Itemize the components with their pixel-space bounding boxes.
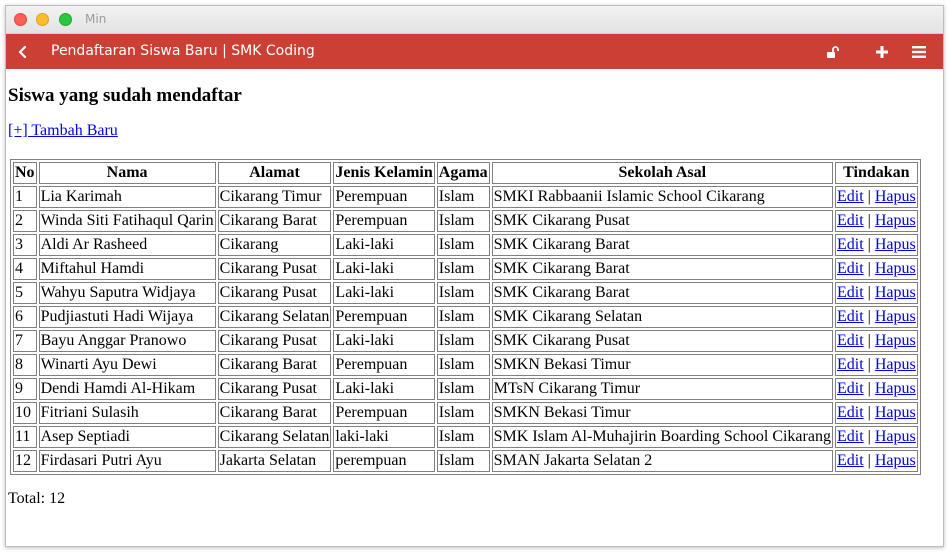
table-row [13, 282, 918, 304]
students-table [10, 159, 921, 475]
cell-agama: Islam [437, 378, 490, 400]
cell-agama: Islam [437, 234, 490, 256]
cell-tindakan [835, 426, 918, 448]
new-tab-button[interactable] [873, 43, 891, 61]
cell-nama: Miftahul Hamdi [39, 258, 216, 280]
cell-jenis-kelamin: Perempuan [333, 354, 434, 376]
cell-nama: Wahyu Saputra Widjaya [39, 282, 216, 304]
cell-alamat: Cikarang [218, 234, 332, 256]
cell-nama: Firdasari Putri Ayu [39, 450, 216, 472]
cell-nama: Dendi Hamdi Al-Hikam [39, 378, 216, 400]
cell-nama: Asep Septiadi [39, 426, 216, 448]
edit-link[interactable]: Edit [836, 428, 864, 445]
cell-sekolah-asal: SMKN Bekasi Timur [492, 402, 833, 424]
cell-agama: Islam [437, 186, 490, 208]
cell-nama: Fitriani Sulasih [39, 402, 216, 424]
cell-sekolah-asal: SMKN Bekasi Timur [492, 354, 833, 376]
cell-no: 3 [13, 234, 37, 256]
delete-link[interactable]: Hapus [874, 236, 916, 253]
cell-sekolah-asal: MTsN Cikarang Timur [492, 378, 833, 400]
cell-sekolah-asal: SMK Islam Al-Muhajirin Boarding School Cikarang [492, 426, 833, 448]
delete-link[interactable]: Hapus [874, 308, 916, 325]
cell-agama: Islam [437, 330, 490, 352]
plus-icon [873, 43, 891, 61]
cell-jenis-kelamin: Perempuan [333, 306, 434, 328]
delete-link[interactable]: Hapus [874, 356, 916, 373]
close-window-button[interactable] [14, 13, 27, 26]
cell-jenis-kelamin: laki-laki [333, 426, 434, 448]
cell-alamat: Cikarang Pusat [218, 258, 332, 280]
app-bar [6, 34, 943, 69]
cell-nama: Aldi Ar Rasheed [39, 234, 216, 256]
cell-sekolah-asal: SMK Cikarang Selatan [492, 306, 833, 328]
title-bar [6, 6, 943, 34]
action-separator: | [867, 332, 871, 349]
cell-tindakan [835, 234, 918, 256]
minimize-window-button[interactable] [36, 13, 49, 26]
cell-alamat: Cikarang Timur [218, 186, 332, 208]
cell-agama: Islam [437, 258, 490, 280]
cell-no: 6 [13, 306, 37, 328]
cell-agama: Islam [437, 210, 490, 232]
cell-sekolah-asal: SMK Cikarang Barat [492, 282, 833, 304]
cell-alamat: Cikarang Barat [218, 354, 332, 376]
cell-jenis-kelamin: Laki-laki [333, 234, 434, 256]
cell-tindakan [835, 378, 918, 400]
cell-agama: Islam [437, 402, 490, 424]
delete-link[interactable]: Hapus [874, 380, 916, 397]
cell-jenis-kelamin: Perempuan [333, 186, 434, 208]
action-separator: | [867, 188, 871, 205]
cell-alamat: Jakarta Selatan [218, 450, 332, 472]
cell-jenis-kelamin: Laki-laki [333, 330, 434, 352]
menu-icon [910, 43, 928, 61]
delete-link[interactable]: Hapus [874, 260, 916, 277]
delete-link[interactable]: Hapus [874, 332, 916, 349]
delete-link[interactable]: Hapus [874, 452, 916, 469]
action-separator: | [867, 404, 871, 421]
cell-sekolah-asal: SMKI Rabbaanii Islamic School Cikarang [492, 186, 833, 208]
cell-jenis-kelamin: Perempuan [333, 210, 434, 232]
cell-no: 5 [13, 282, 37, 304]
table-row [13, 330, 918, 352]
edit-link[interactable]: Edit [836, 404, 864, 421]
edit-link[interactable]: Edit [836, 380, 864, 397]
cell-alamat: Cikarang Pusat [218, 378, 332, 400]
table-row [13, 450, 918, 472]
cell-jenis-kelamin: Perempuan [333, 402, 434, 424]
header-agama: Agama [437, 162, 490, 184]
edit-link[interactable]: Edit [836, 452, 864, 469]
cell-tindakan [835, 258, 918, 280]
table-header-row [13, 162, 918, 184]
action-separator: | [867, 308, 871, 325]
total-count: Total: 12 [8, 490, 66, 507]
table-row [13, 306, 918, 328]
cell-jenis-kelamin: Laki-laki [333, 258, 434, 280]
cell-tindakan [835, 450, 918, 472]
table-row [13, 234, 918, 256]
edit-link[interactable]: Edit [836, 284, 864, 301]
cell-alamat: Cikarang Barat [218, 402, 332, 424]
cell-sekolah-asal: SMK Cikarang Pusat [492, 210, 833, 232]
cell-no: 11 [13, 426, 37, 448]
delete-link[interactable]: Hapus [874, 428, 916, 445]
cell-no: 1 [13, 186, 37, 208]
cell-agama: Islam [437, 450, 490, 472]
edit-link[interactable]: Edit [836, 236, 864, 253]
table-row [13, 378, 918, 400]
delete-link[interactable]: Hapus [874, 404, 916, 421]
header-tindakan: Tindakan [835, 162, 918, 184]
cell-tindakan [835, 354, 918, 376]
edit-link[interactable]: Edit [836, 212, 864, 229]
cell-no: 9 [13, 378, 37, 400]
cell-no: 4 [13, 258, 37, 280]
header-nama: Nama [39, 162, 216, 184]
action-separator: | [867, 428, 871, 445]
cell-agama: Islam [437, 282, 490, 304]
edit-link[interactable]: Edit [836, 308, 864, 325]
table-row [13, 426, 918, 448]
cell-tindakan [835, 402, 918, 424]
edit-link[interactable]: Edit [836, 188, 864, 205]
cell-no: 7 [13, 330, 37, 352]
cell-alamat: Cikarang Pusat [218, 282, 332, 304]
cell-agama: Islam [437, 354, 490, 376]
maximize-window-button[interactable] [59, 13, 72, 26]
action-separator: | [867, 380, 871, 397]
lock-icon [824, 43, 842, 61]
header-sekolah-asal: Sekolah Asal [492, 162, 833, 184]
header-alamat: Alamat [218, 162, 332, 184]
security-button[interactable] [824, 43, 842, 61]
table-row [13, 258, 918, 280]
header-no: No [13, 162, 37, 184]
edit-link[interactable]: Edit [836, 332, 864, 349]
table-row [13, 402, 918, 424]
window-title: Min [85, 12, 107, 26]
cell-alamat: Cikarang Barat [218, 210, 332, 232]
edit-link[interactable]: Edit [836, 356, 864, 373]
cell-nama: Winda Siti Fatihaqul Qarin [39, 210, 216, 232]
table-row [13, 186, 918, 208]
page-tab-title: Pendaftaran Siswa Baru | SMK Coding [51, 43, 315, 59]
action-separator: | [867, 356, 871, 373]
cell-nama: Lia Karimah [39, 186, 216, 208]
cell-tindakan [835, 282, 918, 304]
cell-jenis-kelamin: perempuan [333, 450, 434, 472]
menu-button[interactable] [910, 43, 928, 61]
cell-nama: Bayu Anggar Pranowo [39, 330, 216, 352]
edit-link[interactable]: Edit [836, 260, 864, 277]
cell-alamat: Cikarang Selatan [218, 426, 332, 448]
action-separator: | [867, 260, 871, 277]
delete-link[interactable]: Hapus [874, 212, 916, 229]
action-separator: | [867, 284, 871, 301]
cell-sekolah-asal: SMK Cikarang Barat [492, 234, 833, 256]
cell-sekolah-asal: SMK Cikarang Barat [492, 258, 833, 280]
cell-sekolah-asal: SMK Cikarang Pusat [492, 330, 833, 352]
cell-no: 12 [13, 450, 37, 472]
cell-jenis-kelamin: Laki-laki [333, 282, 434, 304]
back-button[interactable] [14, 43, 32, 61]
delete-link[interactable]: Hapus [874, 284, 916, 301]
table-row [13, 210, 918, 232]
cell-nama: Pudjiastuti Hadi Wijaya [39, 306, 216, 328]
cell-agama: Islam [437, 426, 490, 448]
page-heading: Siswa yang sudah mendaftar [8, 85, 242, 106]
back-icon [14, 43, 32, 61]
cell-no: 10 [13, 402, 37, 424]
cell-tindakan [835, 306, 918, 328]
add-new-link[interactable]: [+] Tambah Baru [8, 122, 118, 139]
header-jenis-kelamin: Jenis Kelamin [333, 162, 434, 184]
cell-jenis-kelamin: Laki-laki [333, 378, 434, 400]
cell-sekolah-asal: SMAN Jakarta Selatan 2 [492, 450, 833, 472]
action-separator: | [867, 212, 871, 229]
cell-tindakan [835, 210, 918, 232]
cell-tindakan [835, 330, 918, 352]
cell-no: 8 [13, 354, 37, 376]
cell-alamat: Cikarang Selatan [218, 306, 332, 328]
cell-agama: Islam [437, 306, 490, 328]
cell-tindakan [835, 186, 918, 208]
table-row [13, 354, 918, 376]
delete-link[interactable]: Hapus [874, 188, 916, 205]
action-separator: | [867, 452, 871, 469]
cell-nama: Winarti Ayu Dewi [39, 354, 216, 376]
action-separator: | [867, 236, 871, 253]
cell-no: 2 [13, 210, 37, 232]
cell-alamat: Cikarang Pusat [218, 330, 332, 352]
